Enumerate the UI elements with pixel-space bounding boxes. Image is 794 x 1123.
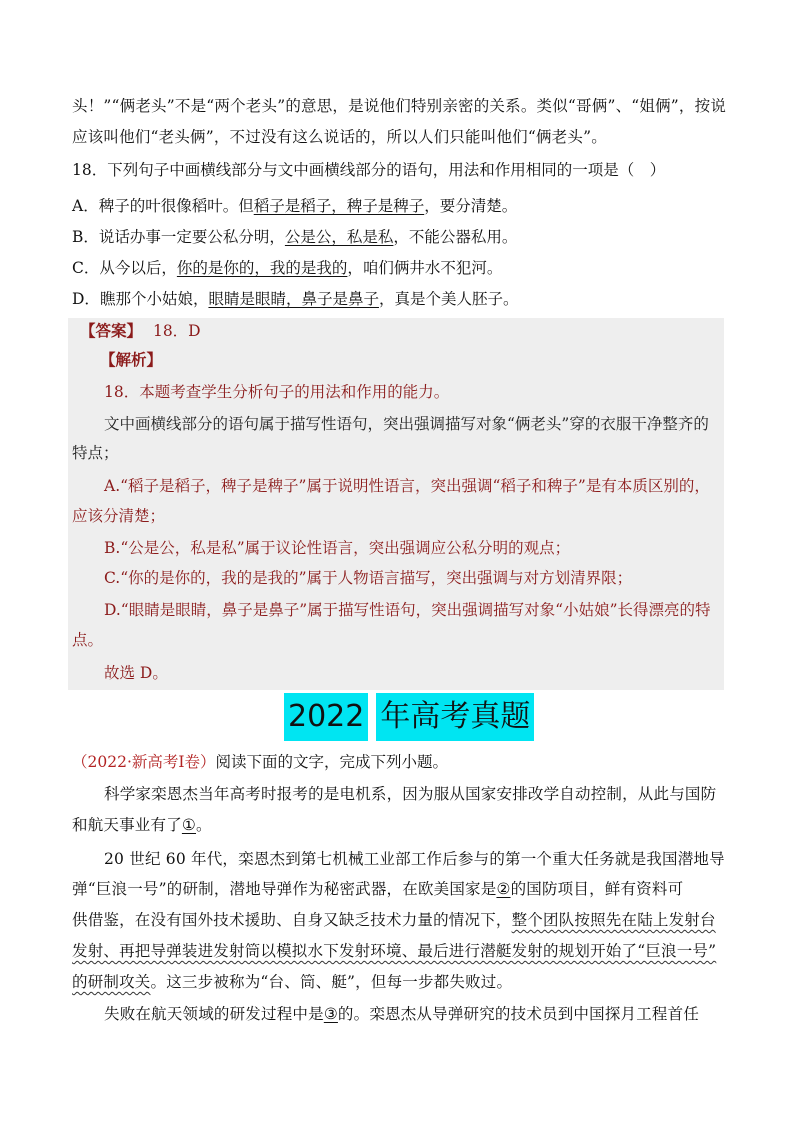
intro-line-2: 应该叫他们“老头俩”，不过没有这么说话的，所以人们只能叫他们“俩老头”。 [72, 128, 607, 146]
banner-year: 2022 [284, 693, 368, 741]
analysis-d1: D.“眼睛是眼睛，鼻子是鼻子”属于描写性语句，突出强调描写对象“小姑娘”长得漂亮的特 [104, 601, 711, 619]
analysis-a2: 应该分清楚； [72, 507, 166, 525]
question-stem: 18．下列句子中画横线部分与文中画横线部分的语句，用法和作用相同的一项是（ ） [72, 161, 666, 179]
option-letter: C． [72, 259, 100, 277]
passage-text: 弹“巨浪一号”的研制，潜地导弹作为秘密武器，在欧美国家是 [72, 880, 497, 898]
answer-tag: 【答案】 [80, 321, 143, 340]
option-d [72, 289, 518, 309]
analysis-c: C.“你的是你的，我的是我的”属于人物语言描写，突出强调与对方划清界限； [104, 569, 633, 587]
section-banner [284, 693, 534, 741]
passage-text: 。 [196, 816, 212, 834]
passage-text: 和航天事业有了 [72, 816, 182, 834]
analysis-p1: 18．本题考查学生分析句子的用法和作用的能力。 [104, 383, 450, 401]
answer-line [80, 321, 201, 341]
passage-p2e [72, 972, 512, 992]
option-letter: B． [72, 228, 99, 246]
passage-p3 [104, 1004, 699, 1024]
answer-panel [68, 318, 724, 690]
passage-p2c [72, 910, 716, 930]
option-underlined: 稻子是稻子，稗子是稗子 [253, 197, 425, 215]
blank-2: ② [496, 880, 511, 898]
passage-text: 。这三步被称为“台、筒、艇”，但每一步都失败过。 [150, 973, 513, 991]
option-text-pre: 从今以后， [99, 259, 177, 277]
source-label: （2022·新高考Ⅰ卷） [72, 753, 216, 771]
option-a [72, 196, 517, 216]
option-text-post: ，真是个美人胚子。 [378, 290, 519, 308]
blank-1: ① [181, 816, 197, 834]
passage-text: 的国防项目，鲜有资料可 [510, 880, 684, 898]
analysis-d2: 点。 [72, 631, 104, 649]
passage-p1b [72, 815, 212, 835]
wavy-underlined-text: 发射、再把导弹装进发射筒以模拟水下发射环境、最后进行潜艇发射的规划开始了“巨浪一号” [72, 942, 717, 960]
option-text-post: ，咱们俩井水不犯河。 [347, 259, 503, 277]
analysis-p2a: 文中画横线部分的语句属于描写性语句，突出强调描写对象“俩老头”穿的衣服干净整齐的 [104, 415, 709, 433]
option-letter: A． [72, 197, 99, 215]
option-text-post: ，不能公器私用。 [393, 228, 518, 246]
passage-text: 的。栾恩杰从导弹研究的技术员到中国探月工程首任 [337, 1005, 700, 1023]
passage-p2a: 20 世纪 60 年代，栾恩杰到第七机械工业部工作后参与的第一个重大任务就是我国潜地导 [104, 850, 725, 868]
option-text-pre: 稗子的叶很像稻叶。但 [98, 197, 254, 215]
option-b [72, 227, 517, 247]
blank-3: ③ [323, 1005, 338, 1023]
analysis-b: B.“公是公，私是私”属于议论性语言，突出强调应公私分明的观点； [104, 539, 571, 557]
passage-p1a: 科学家栾恩杰当年高考时报考的是电机系，因为服从国家安排改学自动控制，从此与国防 [104, 785, 717, 803]
reading-header [72, 752, 448, 772]
passage-p2b [72, 879, 683, 899]
option-letter: D． [72, 290, 100, 308]
option-underlined: 你的是你的，我的是我的 [176, 259, 348, 277]
analysis-conclusion: 故选 D。 [104, 664, 168, 682]
analysis-a1: A.“稻子是稻子，稗子是稗子”属于说明性语言，突出强调“稻子和稗子”是有本质区别的， [104, 477, 710, 495]
passage-p2d [72, 941, 716, 961]
option-text-pre: 说话办事一定要公私分明， [98, 228, 285, 246]
option-underlined: 眼睛是眼睛，鼻子是鼻子 [208, 290, 379, 308]
analysis-tag: 【解析】 [100, 350, 163, 369]
analysis-p2b: 特点； [72, 444, 119, 462]
option-c [72, 258, 502, 278]
intro-line-1: 头！”“俩老头”不是“两个老头”的意思，是说他们特别亲密的关系。类似“哥俩”、“姐俩”，按说 [72, 97, 727, 115]
banner-title: 年高考真题 [376, 693, 534, 741]
passage-text: 供借鉴，在没有国外技术援助、自身又缺乏技术力量的情况下， [72, 911, 512, 929]
passage-text: 失败在航天领域的研发过程中是 [104, 1005, 324, 1023]
option-underlined: 公是公，私是私 [284, 228, 394, 246]
wavy-underlined-text: 整个团队按照先在陆上发射台 [511, 911, 716, 929]
answer-value: 18．D [152, 322, 201, 340]
wavy-underlined-text: 的研制攻关 [72, 973, 151, 991]
option-text-pre: 瞧那个小姑娘， [99, 290, 209, 308]
option-text-post: ，要分清楚。 [424, 197, 518, 215]
reading-instruction: 阅读下面的文字，完成下列小题。 [215, 753, 449, 771]
